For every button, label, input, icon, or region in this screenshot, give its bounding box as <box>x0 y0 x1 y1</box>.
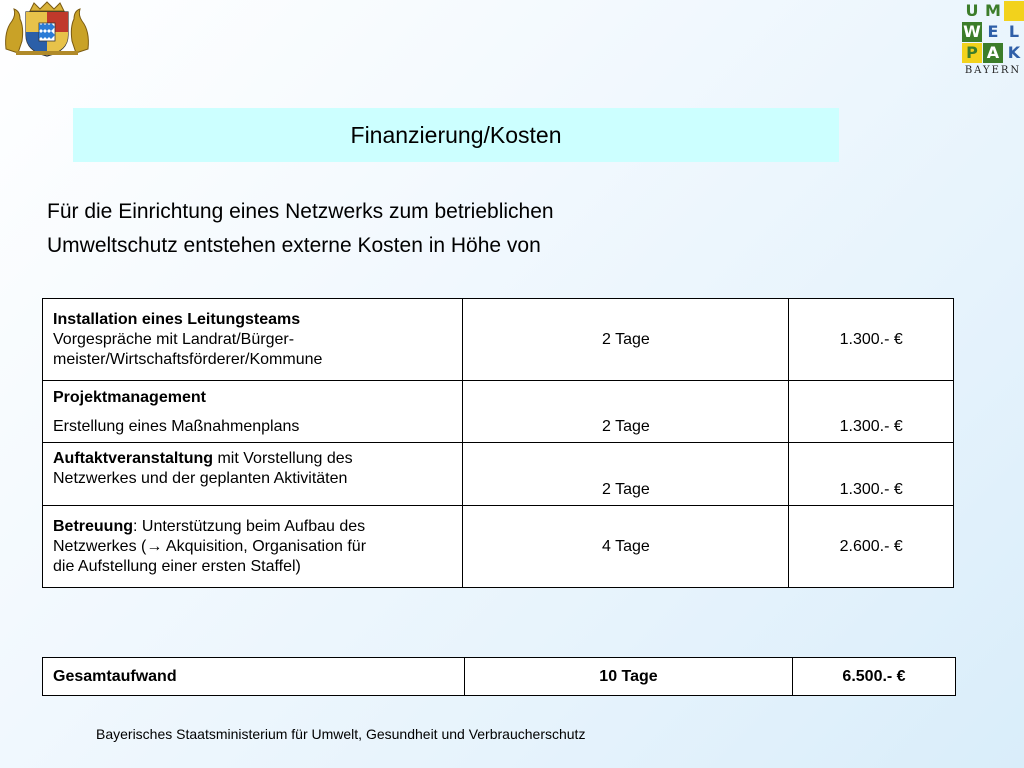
task-description <box>43 381 463 443</box>
table-row <box>43 506 954 588</box>
task-detail: Erstellung eines Maßnahmenplans <box>53 418 300 435</box>
intro-text <box>47 195 747 263</box>
logo-letter: P <box>962 43 982 63</box>
logo-letter: L <box>1008 22 1020 41</box>
logo-letter: W <box>963 22 981 41</box>
task-cost: 2.600.- € <box>789 506 954 588</box>
bavarian-coat-of-arms-icon <box>2 1 92 57</box>
total-days: 10 Tage <box>465 658 793 696</box>
task-detail: Akquisition, Organisation für <box>162 537 367 555</box>
umweltpakt-bayern-logo <box>962 1 1024 75</box>
logo-letter: A <box>983 43 1003 63</box>
arrow-right-icon: → <box>146 537 163 555</box>
table-row <box>43 381 954 443</box>
task-detail: die Aufstellung einer ersten Staffel) <box>53 557 301 575</box>
task-detail: : Unterstützung beim Aufbau des <box>133 517 366 535</box>
task-description <box>43 506 463 588</box>
task-cost: 1.300.- € <box>789 299 954 381</box>
task-detail: Vorgespräche mit Landrat/Bürger- <box>53 330 295 348</box>
task-days: 4 Tage <box>463 506 789 588</box>
task-cost: 1.300.- € <box>789 381 954 443</box>
task-days: 2 Tage <box>463 443 789 506</box>
logo-letter: E <box>987 22 999 41</box>
page-title: Finanzierung/Kosten <box>73 108 839 162</box>
total-table <box>42 657 956 696</box>
table-row <box>43 299 954 381</box>
cost-table <box>42 298 954 588</box>
footer-ministry: Bayerisches Staatsministerium für Umwelt, Gesundheit und Verbraucherschutz <box>96 726 586 742</box>
task-title: Installation eines Leitungsteams <box>53 310 301 328</box>
intro-line-1: Für die Einrichtung eines Netzwerks zum betrieblichen <box>47 200 554 223</box>
task-days: 2 Tage <box>463 381 789 443</box>
task-detail: Netzwerkes und der geplanten Aktivitäten <box>53 470 348 487</box>
logo-bayern-text: BAYERN <box>964 65 1022 76</box>
task-title: Betreuung <box>53 517 133 535</box>
total-cost: 6.500.- € <box>793 658 956 696</box>
logo-letter: M <box>985 1 1001 20</box>
task-days: 2 Tage <box>463 299 789 381</box>
intro-line-2: Umweltschutz entstehen externe Kosten in Höhe von <box>47 234 541 257</box>
task-detail: meister/Wirtschaftsförderer/Kommune <box>53 350 323 368</box>
task-detail: Netzwerkes ( <box>53 537 147 555</box>
task-detail: mit Vorstellung des <box>213 450 353 467</box>
total-label: Gesamtaufwand <box>43 658 465 696</box>
task-cost: 1.300.- € <box>789 443 954 506</box>
logo-letter: K <box>1007 43 1021 62</box>
task-description <box>43 443 463 506</box>
logo-letter: U <box>965 1 979 20</box>
task-title: Projektmanagement <box>53 389 206 406</box>
logo-tile <box>1004 1 1024 21</box>
table-row <box>43 443 954 506</box>
task-description <box>43 299 463 381</box>
total-row <box>43 658 956 696</box>
task-title: Auftaktveranstaltung <box>53 450 214 467</box>
